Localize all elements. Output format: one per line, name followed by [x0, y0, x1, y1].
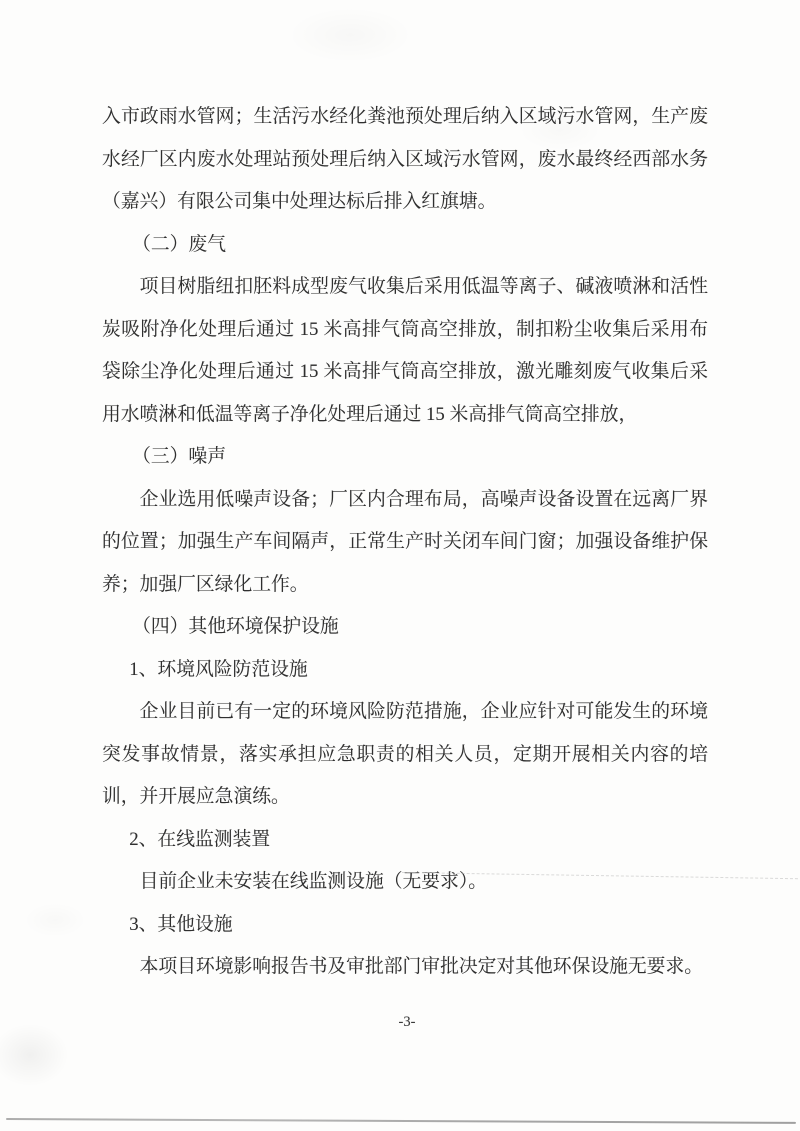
scan-artifact-bottom-edge-line	[6, 1118, 796, 1123]
subheading-online-monitoring: 2、在线监测装置	[129, 828, 271, 850]
subheading-env-risk-prevention: 1、环境风险防范设施	[129, 658, 308, 680]
paragraph-wastewater-continuation: 入市政雨水管网；生活污水经化粪池预处理后纳入区域污水管网，生产废水经厂区内废水处理站预处理后纳入区域污水管网，废水最终经西部水务（嘉兴）有限公司集中处理达标后排入红旗塘。	[102, 106, 708, 212]
paragraph-waste-gas: 项目树脂纽扣胚料成型废气收集后采用低温等离子、碱液喷淋和活性炭吸附净化处理后通过 15 米高排气筒高空排放，制扣粉尘收集后采用布袋除尘净化处理后通过 15 米高排气筒高空排放，激光雕刻废气收集后采用水喷淋和低温等离子净化处理后通过 15 米高排气筒高空排放，	[102, 276, 708, 425]
paragraph-online-monitoring: 目前企业未安装在线监测设施（无要求）。	[139, 871, 488, 892]
paragraph-env-risk-prevention: 企业目前已有一定的环境风险防范措施，企业应针对可能发生的环境突发事故情景，落实承担应急职责的相关人员，定期开展相关内容的培训，并开展应急演练。	[102, 701, 708, 807]
paragraph-other-facilities: 本项目环境影响报告书及审批部门审批决定对其他环保设施无要求。	[139, 956, 704, 977]
page-number: -3-	[398, 1014, 416, 1030]
paragraph-noise: 企业选用低噪声设备；厂区内合理布局，高噪声设备设置在远离厂界的位置；加强生产车间隔声，正常生产时关闭车间门窗；加强设备维护保养；加强厂区绿化工作。	[102, 488, 708, 595]
section-heading-waste-gas: （二）废气	[132, 233, 226, 255]
section-heading-other-env-protection: （四）其他环境保护设施	[132, 616, 339, 637]
document-body	[102, 96, 708, 989]
subheading-other-facilities: 3、其他设施	[129, 913, 233, 935]
section-heading-noise: （三）噪声	[132, 446, 226, 467]
